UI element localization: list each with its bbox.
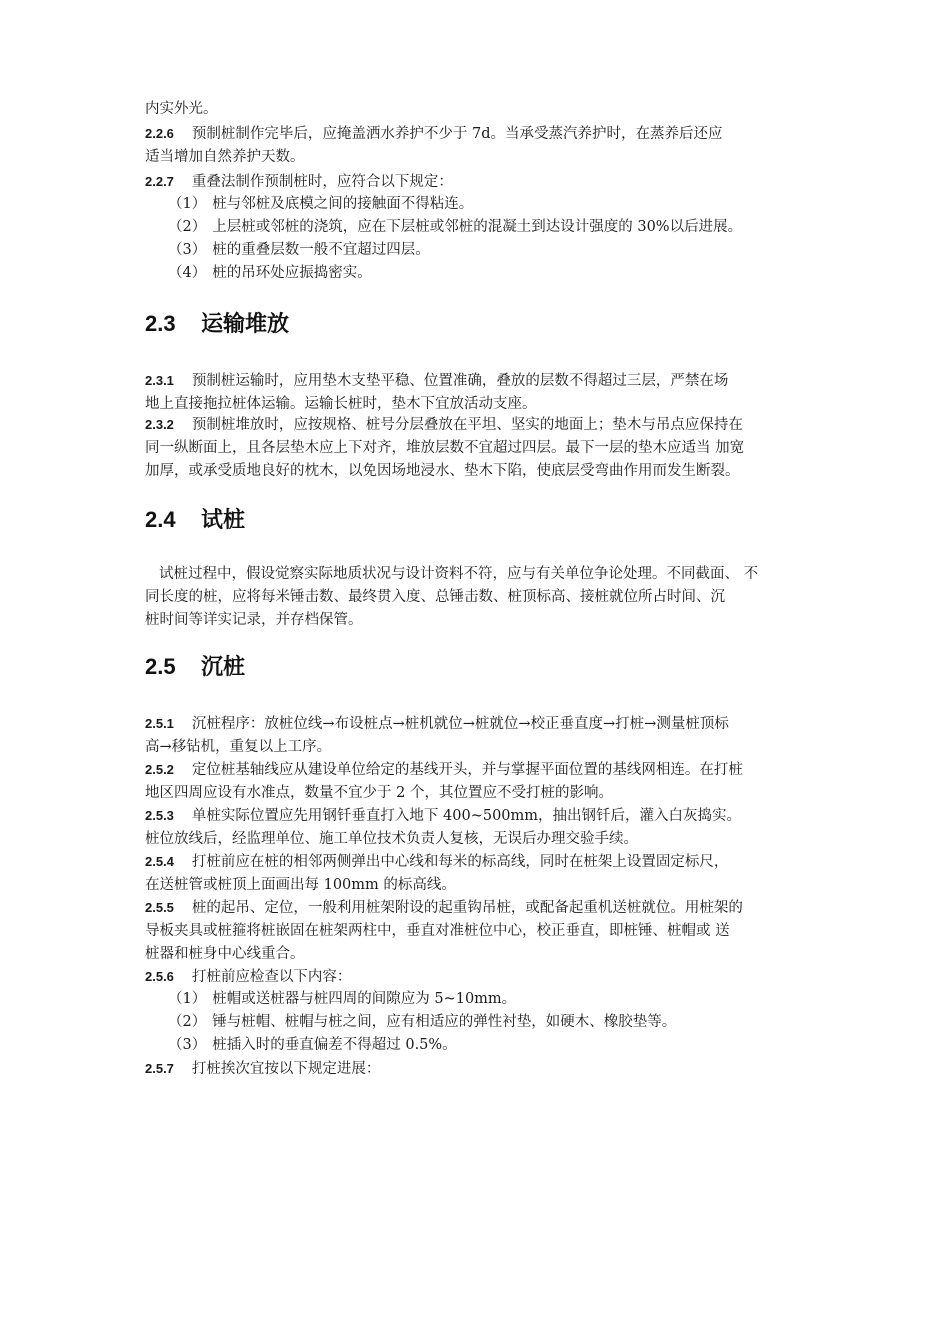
list-marker: （1） xyxy=(168,991,207,1007)
section-heading-2-3 xyxy=(145,307,289,338)
clause-2-2-7 xyxy=(145,170,825,194)
list-item xyxy=(168,1034,457,1057)
section-heading-2-5 xyxy=(145,650,245,681)
clause-number: 2.5.4 xyxy=(145,854,174,869)
list-item xyxy=(168,216,742,239)
clause-number: 2.3.1 xyxy=(145,373,174,388)
list-marker: （3） xyxy=(168,242,207,258)
section-title: 试桩 xyxy=(201,507,246,532)
paragraph-line: 内实外光。 xyxy=(145,101,218,117)
clause-text: 桩器和桩身中心线重合。 xyxy=(145,946,305,962)
clause-number: 2.5.1 xyxy=(145,716,174,731)
clause-text: 打桩前应检查以下内容： xyxy=(191,969,352,985)
clause-text: 适当增加自然养护天数。 xyxy=(145,149,305,165)
clause-2-5-4 xyxy=(145,850,825,897)
list-marker: （2） xyxy=(168,219,207,235)
list-marker: （2） xyxy=(168,1014,207,1030)
section-number: 2.4 xyxy=(145,507,176,532)
list-text: 桩与邻桩及底模之间的接触面不得粘连。 xyxy=(212,196,474,212)
clause-text: 打桩前应在桩的相邻两侧弹出中心线和每米的标高线，同时在桩架上设置固定标尺， xyxy=(191,854,729,870)
clause-text: 预制桩运输时，应用垫木支垫平稳、位置准确，叠放的层数不得超过三层，严禁在场 xyxy=(191,373,729,389)
clause-text: 在送桩管或桩顶上面画出每 100mm 的标高线。 xyxy=(145,877,456,893)
list-text: 锤与桩帽、桩帽与桩之间，应有相适应的弹性衬垫，如硬木、橡胶垫等。 xyxy=(212,1014,677,1030)
section-title: 沉桩 xyxy=(201,654,246,679)
paragraph-2-4 xyxy=(145,563,825,632)
clause-text: 沉桩程序：放桩位线→布设桩点→桩机就位→桩就位→校正垂直度→打桩→测量桩顶标 xyxy=(191,716,729,732)
clause-text: 打桩挨次宜按以下规定进展： xyxy=(191,1061,381,1077)
clause-number: 2.5.7 xyxy=(145,1061,174,1076)
list-text: 桩插入时的垂直偏差不得超过 0.5%。 xyxy=(212,1037,457,1053)
list-text: 上层桩或邻桩的浇筑，应在下层桩或邻桩的混凝土到达设计强度的 30%以后进展。 xyxy=(212,219,743,235)
list-marker: （1） xyxy=(168,196,207,212)
clause-text: 高→移钻机，重复以上工序。 xyxy=(145,739,332,755)
clause-number: 2.3.2 xyxy=(145,417,174,432)
list-text: 桩的重叠层数一般不宜超过四层。 xyxy=(212,242,430,258)
clause-2-3-1 xyxy=(145,369,825,416)
clause-text: 地上直接拖拉桩体运输。运输长桩时，垫木下宜放活动支座。 xyxy=(145,396,537,412)
list-item xyxy=(168,262,372,285)
clause-text: 加厚，或承受质地良好的枕木，以免因场地浸水、垫木下陷，使底层受弯曲作用而发生断裂。 xyxy=(145,463,740,479)
paragraph-text: 同长度的桩，应将每米锤击数、最终贯入度、总锤击数、桩顶标高、接桩就位所占时间、沉 xyxy=(145,589,725,605)
clause-text: 预制桩堆放时，应按规格、桩号分层叠放在平坦、坚实的地面上；垫木与吊点应保持在 xyxy=(191,417,743,433)
section-number: 2.5 xyxy=(145,654,176,679)
clause-number: 2.5.6 xyxy=(145,969,174,984)
list-text: 桩帽或送桩器与桩四周的间隙应为 5~10mm。 xyxy=(212,991,517,1007)
list-item xyxy=(168,988,516,1011)
clause-2-3-2 xyxy=(145,413,825,483)
clause-number: 2.2.6 xyxy=(145,126,174,141)
clause-text: 桩的起吊、定位，一般利用桩架附设的起重钩吊桩，或配备起重机送桩就位。用桩架的 xyxy=(191,900,743,916)
clause-text: 桩位放线后，经监理单位、施工单位技术负责人复核，无误后办理交验手续。 xyxy=(145,831,638,847)
clause-text: 地区四周应设有水准点，数量不宜少于 2 个，其位置应不受打桩的影响。 xyxy=(145,785,613,801)
clause-text: 同一纵断面上，且各层垫木应上下对齐，堆放层数不宜超过四层。最下一层的垫木应适当 加宽 xyxy=(145,440,745,456)
clause-2-5-6 xyxy=(145,965,825,989)
section-heading-2-4 xyxy=(145,503,245,534)
clause-2-5-7 xyxy=(145,1057,825,1081)
clause-number: 2.5.5 xyxy=(145,900,174,915)
clause-text: 预制桩制作完毕后，应掩盖洒水养护不少于 7d。当承受蒸汽养护时，在蒸养后还应 xyxy=(191,126,723,142)
clause-2-5-5 xyxy=(145,896,825,966)
paragraph-text: 桩时间等详实记录，并存档保管。 xyxy=(145,612,363,628)
list-text: 桩的吊环处应振捣密实。 xyxy=(212,265,372,281)
clause-2-5-3 xyxy=(145,804,825,851)
clause-number: 2.5.2 xyxy=(145,762,174,777)
clause-number: 2.5.3 xyxy=(145,808,174,823)
list-marker: （4） xyxy=(168,265,207,281)
paragraph-text: 试桩过程中，假设觉察实际地质状况与设计资料不符，应与有关单位争论处理。不同截面、 不 xyxy=(159,566,759,582)
clause-2-5-1 xyxy=(145,712,825,759)
list-item xyxy=(168,193,473,216)
clause-2-2-6 xyxy=(145,122,825,169)
section-number: 2.3 xyxy=(145,311,176,336)
section-title: 运输堆放 xyxy=(201,311,290,336)
clause-text: 重叠法制作预制桩时，应符合以下规定： xyxy=(191,174,453,190)
clause-text: 单桩实际位置应先用钢钎垂直打入地下 400~500mm，抽出钢钎后，灌入白灰捣实。 xyxy=(191,808,742,824)
clause-text: 导板夹具或桩箍将桩嵌固在桩架两柱中，垂直对准桩位中心，校正垂直，即桩锤、桩帽或 送 xyxy=(145,923,730,939)
list-marker: （3） xyxy=(168,1037,207,1053)
clause-2-5-2 xyxy=(145,758,825,805)
clause-text: 定位桩基轴线应从建设单位给定的基线开头，并与掌握平面位置的基线网相连。在打桩 xyxy=(191,762,743,778)
list-item xyxy=(168,1011,676,1034)
list-item xyxy=(168,239,430,262)
clause-number: 2.2.7 xyxy=(145,174,174,189)
